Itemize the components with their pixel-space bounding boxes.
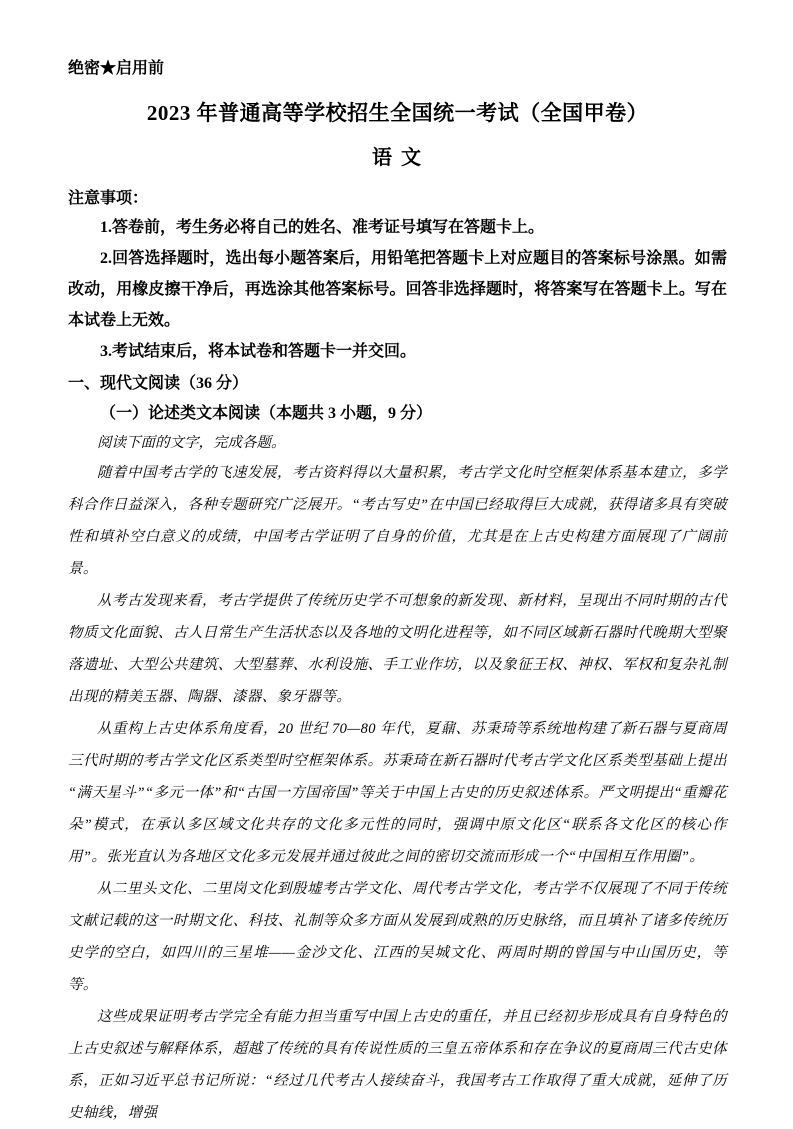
notice-item-2: 2.回答选择题时，选出每小题答案后，用铅笔把答题卡上对应题目的答案标号涂黑。如需改动，用橡皮擦干净后，再选涂其他答案标号。回答非选择题时，将答案写在答题卡上。写在本试卷上无效。 <box>68 250 727 329</box>
passage-paragraph-4: 从二里头文化、二里岗文化到殷墟考古学文化、周代考古学文化，考古学不仅展现了不同于传统文献记载的这一时期文化、科技、礼制等众多方面从发展到成熟的历史脉络，而且填补了诸多传统历史学的空白，如四川的三星堆——金沙文化、江西的吴城文化、两周时期的曾国与中山国历史，等等。 <box>68 881 727 993</box>
classification-label: 绝密★启用前 <box>68 60 165 77</box>
passage-paragraph-3: 从重构上古史体系角度看，20 世纪 70—80 年代，夏鼐、苏秉琦等系统地构建了新石器与夏商周三代时期的考古学文化区系类型时空框架体系。苏秉琦在新石器时代考古学文化区系类型基础上提出“满天星斗”“多元一体”和“古国一方国帝国”等关于中国上古史的历史叙述体系。严文明提出“重瓣花朵”模式，在承认多区域文化共存的文化多元性的同时，强调中原文化区“联系各文化区的核心作用”。张光直认为各地区文化多元发展并通过彼此之间的密切交流而形成一个“中国相互作用圈”。 <box>68 721 727 865</box>
notice-item-1: 1.答卷前，考生务必将自己的姓名、准考证号填写在答题卡上。 <box>100 219 545 236</box>
subsection-heading-argumentative-reading: （一）论述类文本阅读（本题共 3 小题，9 分） <box>100 405 433 422</box>
passage-paragraph-2: 从考古发现来看，考古学提供了传统历史学不可想象的新发现、新材料，呈现出不同时期的古代物质文化面貌、古人日常生产生活状态以及各地的文明化进程等，如不同区域新石器时代晚期大型聚落遗址、大型公共建筑、大型墓葬、水利设施、手工业作坊，以及象征王权、神权、军权和复杂礼制出现的精美玉器、陶器、漆器、象牙器等。 <box>68 593 727 705</box>
section-heading-modern-reading: 一、现代文阅读（36 分） <box>68 375 249 392</box>
passage-intro: 阅读下面的文字，完成各题。 <box>97 435 286 451</box>
subject-title: 语 文 <box>372 147 423 169</box>
notice-heading: 注意事项： <box>68 190 149 207</box>
reading-passage <box>68 457 727 1129</box>
notice-item-3: 3.考试结束后，将本试卷和答题卡一并交回。 <box>100 343 417 360</box>
passage-paragraph-5: 这些成果证明考古学完全有能力担当重写中国上古史的重任，并且已经初步形成具有自身特色的上古史叙述与解释体系，超越了传统的具有传说性质的三皇五帝体系和存在争议的夏商周三代古史体系，正如习近平总书记所说：“经过几代考古人接续奋斗，我国考古工作取得了重大成就，延伸了历史轴线，增强 <box>68 1009 727 1121</box>
exam-title: 2023 年普通高等学校招生全国统一考试（全国甲卷） <box>146 101 649 125</box>
passage-paragraph-1: 随着中国考古学的飞速发展，考古资料得以大量积累，考古学文化时空框架体系基本建立，多学科合作日益深入，各种专题研究广泛展开。“考古写史”在中国已经取得巨大成就，获得诸多具有突破性和填补空白意义的成绩，中国考古学证明了自身的价值，尤其是在上古史构建方面展现了广阔前景。 <box>68 465 727 577</box>
